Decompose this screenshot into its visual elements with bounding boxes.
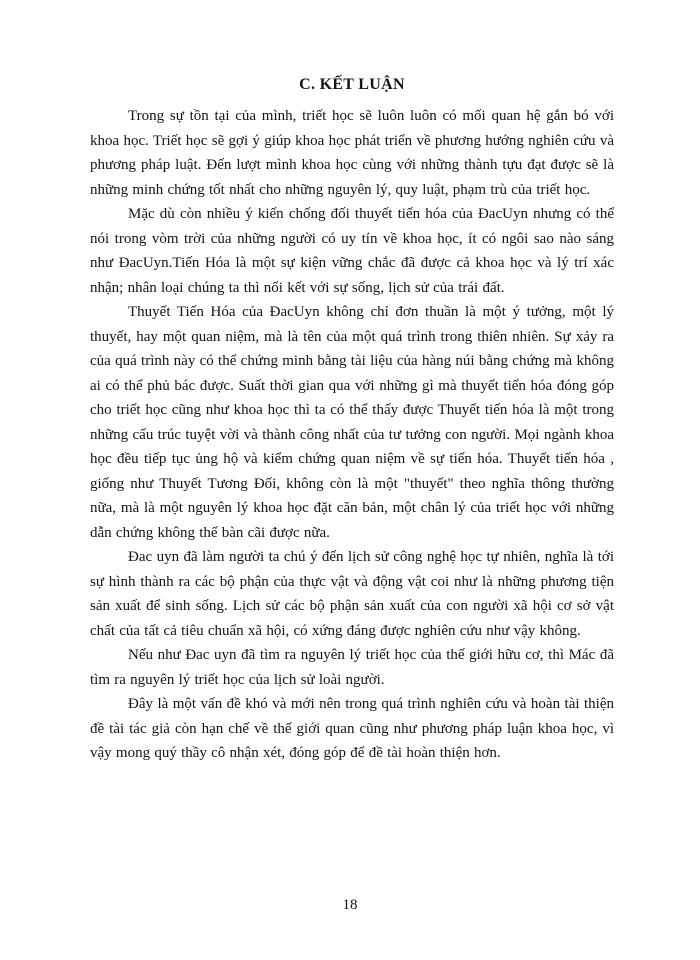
paragraph: Trong sự tồn tại của mình, triết học sẽ luôn luôn có mối quan hệ gắn bó với khoa học. Triết học sẽ gợi ý giúp khoa học phát triển về phương hướng nghiên cứu và phương pháp luật. Đến lượt mình khoa học cùng với những thành tựu đạt được sẽ là những minh chứng tốt nhất cho những nguyên lý, quy luật, phạm trù của triết học.	[90, 108, 614, 198]
paragraph: Mặc dù còn nhiều ý kiến chống đối thuyết tiến hóa của ĐacUyn nhưng có thể nói trong vòm trời của những người có uy tín về khoa học, ít có ngôi sao nào sáng như ĐacUyn.Tiến Hóa là một sự kiện vững chắc đã được cả khoa học và lý trí xác nhận; nhân loại chúng ta thì nối kết với sự sống, lịch sử của trái đất.	[90, 206, 614, 296]
paragraph: Đac uyn đã làm người ta chú ý đến lịch sử công nghệ học tự nhiên, nghĩa là tới sự hình thành ra các bộ phận của thực vật và động vật coi như là những phương tiện sản xuất để sinh sống. Lịch sử các bộ phận sản xuất của con người xã hội cơ sở vật chất của tất cả tiêu chuẩn xã hội, có xứng đáng được nghiên cứu như vậy không.	[90, 549, 614, 639]
section-title: C. KẾT LUẬN	[299, 76, 405, 93]
paragraph: Đây là một vấn đề khó và mới nên trong quá trình nghiên cứu và hoàn tài thiện đề tài tác giả còn hạn chế về thế giới quan cũng như phương pháp luận khoa học, vì vậy mong quý thầy cô nhận xét, đóng góp để đề tài hoàn thiện hơn.	[90, 696, 614, 761]
page-number: 18	[342, 897, 358, 913]
paragraph: Thuyết Tiến Hóa của ĐacUyn không chỉ đơn thuần là một ý tưởng, một lý thuyết, hay một quan niệm, mà là tên của một quá trình trong thiên nhiên. Sự xảy ra của quá trình này có thể chứng minh bằng tài liệu của hàng núi bằng chứng mà không ai có thể phủ bác được. Suất thời gian qua với những gì mà thuyết tiến hóa đóng góp cho triết học cũng như khoa học thì ta có thể thấy được Thuyết tiến hóa là một trong những cấu trúc tuyệt vời và thành công nhất của tư tưởng con người. Mọi ngành khoa học đều tiếp tục ủng hộ và kiểm chứng quan niệm về sự tiến hóa. Thuyết tiến hóa , giống như Thuyết Tương Đối, không còn là một "thuyết" theo nghĩa thông thường nữa, mà là một nguyên lý khoa học đặt căn bản, một chân lý của triết học với những dẫn chứng không thể bàn cãi được nữa.	[90, 304, 614, 541]
paragraph: Nếu như Đac uyn đã tìm ra nguyên lý triết học của thế giới hữu cơ, thì Mác đã tìm ra nguyên lý triết học của lịch sử loài người.	[90, 647, 614, 688]
